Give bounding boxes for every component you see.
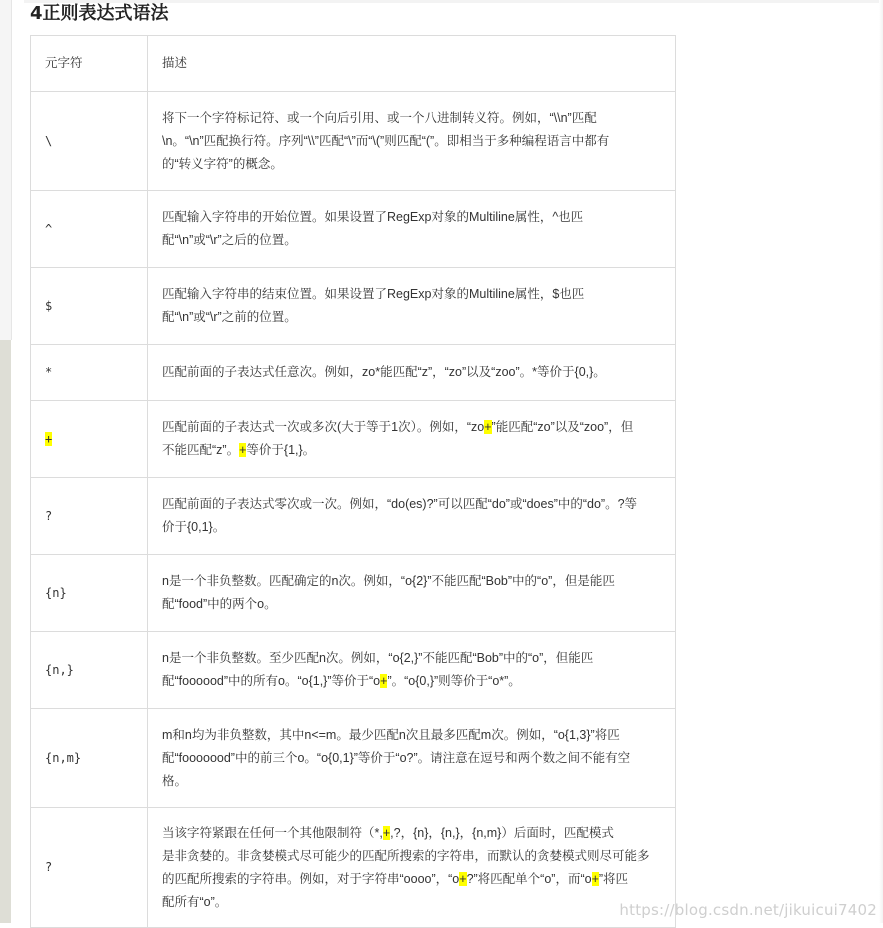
description-text: ?”将匹配单个“o”，而“o xyxy=(466,871,592,886)
description-line xyxy=(162,724,665,747)
highlighted-plus: + xyxy=(380,674,388,688)
description-line xyxy=(162,107,665,130)
header-description: 描述 xyxy=(148,36,676,92)
description-text: m和n均为非负整数，其中n<=m。最少匹配n次且最多匹配m次。例如，“o{1,3}”将匹 xyxy=(162,727,620,742)
description-text: 是非贪婪的。非贪婪模式尽可能少的匹配所搜索的字符串，而默认的贪婪模式则尽可能多 xyxy=(162,848,650,863)
description-line xyxy=(162,130,665,153)
table-row xyxy=(31,808,676,928)
description-cell xyxy=(148,268,676,345)
highlighted-plus: + xyxy=(591,871,599,886)
description-text: 配“fooooood”中的前三个o。“o{0,1}”等价于“o?”。请注意在逗号和两个数之间不能有空 xyxy=(162,750,631,765)
table-row xyxy=(31,92,676,191)
description-line xyxy=(162,229,665,252)
description-text: 当该字符紧跟在任何一个其他限制符（*, xyxy=(162,825,383,840)
description-line xyxy=(162,747,665,770)
description-text: 不能匹配“z”。 xyxy=(162,443,240,457)
metachar: ? xyxy=(45,508,53,523)
description-text: ”能匹配“zo”以及“zoo”，但 xyxy=(491,420,634,434)
description-line xyxy=(162,593,665,616)
description-text: 的匹配所搜索的字符串。例如，对于字符串“oooo”，“o xyxy=(162,871,460,886)
description-line xyxy=(162,845,665,868)
description-text: 配“foooood”中的所有o。“o{1,}”等价于“o xyxy=(162,674,381,688)
metachar: {n,} xyxy=(45,662,74,677)
description-text: ”将匹 xyxy=(598,871,629,886)
description-cell xyxy=(148,555,676,632)
description-text: 价于{0,1}。 xyxy=(162,520,226,534)
description-cell xyxy=(148,191,676,268)
left-strip-upper xyxy=(0,0,12,340)
description-cell xyxy=(148,92,676,191)
description-line xyxy=(162,283,665,306)
highlighted-plus: + xyxy=(382,825,391,840)
description-line xyxy=(162,670,665,693)
description-text: 格。 xyxy=(162,773,188,788)
metachar: $ xyxy=(45,298,53,313)
description-line xyxy=(162,770,665,793)
description-text: 等价于{1,}。 xyxy=(246,443,316,457)
metachar-cell xyxy=(31,632,148,709)
description-line xyxy=(162,416,665,439)
description-text: 匹配输入字符串的开始位置。如果设置了RegExp对象的Multiline属性，^也匹 xyxy=(162,210,584,224)
description-cell xyxy=(148,478,676,555)
regex-syntax-table xyxy=(30,35,676,928)
left-scroll-strip xyxy=(0,0,11,923)
metachar-cell xyxy=(31,401,148,478)
description-cell xyxy=(148,632,676,709)
description-text: 配所有“o”。 xyxy=(162,894,228,909)
metachar: * xyxy=(45,365,53,379)
watermark: https://blog.csdn.net/jikuicui7402 xyxy=(619,901,877,919)
metachar-cell xyxy=(31,345,148,401)
metachar: ^ xyxy=(45,221,53,236)
description-text: 将下一个字符标记符、或一个向后引用、或一个八进制转义符。例如，“\\n”匹配 xyxy=(162,110,597,125)
header-metachar: 元字符 xyxy=(31,36,148,92)
table-row xyxy=(31,191,676,268)
metachar: {n,m} xyxy=(45,750,82,765)
description-text: 配“\n”或“\r”之后的位置。 xyxy=(162,233,297,247)
description-line xyxy=(162,891,665,914)
description-line xyxy=(162,868,665,891)
highlighted-plus: + xyxy=(459,871,467,886)
description-text: 匹配前面的子表达式任意次。例如，zo*能匹配“z”，“zo”以及“zoo”。*等价于{0,}。 xyxy=(162,365,606,379)
table-row xyxy=(31,401,676,478)
description-cell xyxy=(148,709,676,808)
description-line xyxy=(162,647,665,670)
table-row xyxy=(31,555,676,632)
description-text: ”。“o{0,}”则等价于“o*”。 xyxy=(387,674,521,688)
description-cell xyxy=(148,345,676,401)
description-line xyxy=(162,439,665,462)
description-line xyxy=(162,822,665,845)
metachar-cell xyxy=(31,92,148,191)
highlighted-plus: + xyxy=(239,443,247,457)
metachar-cell xyxy=(31,709,148,808)
metachar: \ xyxy=(45,133,53,148)
table-row xyxy=(31,345,676,401)
description-line xyxy=(162,570,665,593)
metachar-cell xyxy=(31,268,148,345)
description-text: ,?，{n}，{n,}，{n,m}）后面时，匹配模式 xyxy=(390,825,614,840)
description-text: n是一个非负整数。匹配确定的n次。例如，“o{2}”不能匹配“Bob”中的“o”，但是能匹 xyxy=(162,574,615,588)
description-text: 配“food”中的两个o。 xyxy=(162,597,277,611)
description-text: 配“\n”或“\r”之前的位置。 xyxy=(162,310,297,324)
metachar-cell xyxy=(31,555,148,632)
metachar-cell xyxy=(31,808,148,928)
highlighted-plus: + xyxy=(484,420,492,434)
description-text: 匹配前面的子表达式零次或一次。例如，“do(es)?”可以匹配“do”或“does”中的“do”。?等 xyxy=(162,497,638,511)
description-cell xyxy=(148,401,676,478)
metachar: {n} xyxy=(45,585,67,600)
metachar-cell xyxy=(31,478,148,555)
left-strip-lower xyxy=(0,340,11,923)
table-header-row xyxy=(31,36,676,92)
description-text: 匹配前面的子表达式一次或多次(大于等于1次）。例如，“zo xyxy=(162,420,485,434)
description-line xyxy=(162,206,665,229)
description-cell xyxy=(148,808,676,928)
description-text: 匹配输入字符串的结束位置。如果设置了RegExp对象的Multiline属性，$也匹 xyxy=(162,287,585,301)
description-line xyxy=(162,493,665,516)
table-row xyxy=(31,709,676,808)
description-text: \n。“\n”匹配换行符。序列“\\”匹配“\”而“\(”则匹配“(”。即相当于多种编程语言中都有 xyxy=(162,133,610,148)
right-edge xyxy=(879,0,883,923)
description-text: 的“转义字符”的概念。 xyxy=(162,156,283,171)
description-line xyxy=(162,153,665,176)
section-heading: 4正则表达式语法 xyxy=(30,3,169,24)
table-row xyxy=(31,632,676,709)
description-line xyxy=(162,361,665,384)
table-row xyxy=(31,268,676,345)
description-line xyxy=(162,306,665,329)
metachar-cell xyxy=(31,191,148,268)
description-text: n是一个非负整数。至少匹配n次。例如，“o{2,}”不能匹配“Bob”中的“o”，但能匹 xyxy=(162,651,594,665)
metachar: + xyxy=(45,431,53,446)
description-line xyxy=(162,516,665,539)
table-row xyxy=(31,478,676,555)
metachar: ? xyxy=(45,860,53,874)
